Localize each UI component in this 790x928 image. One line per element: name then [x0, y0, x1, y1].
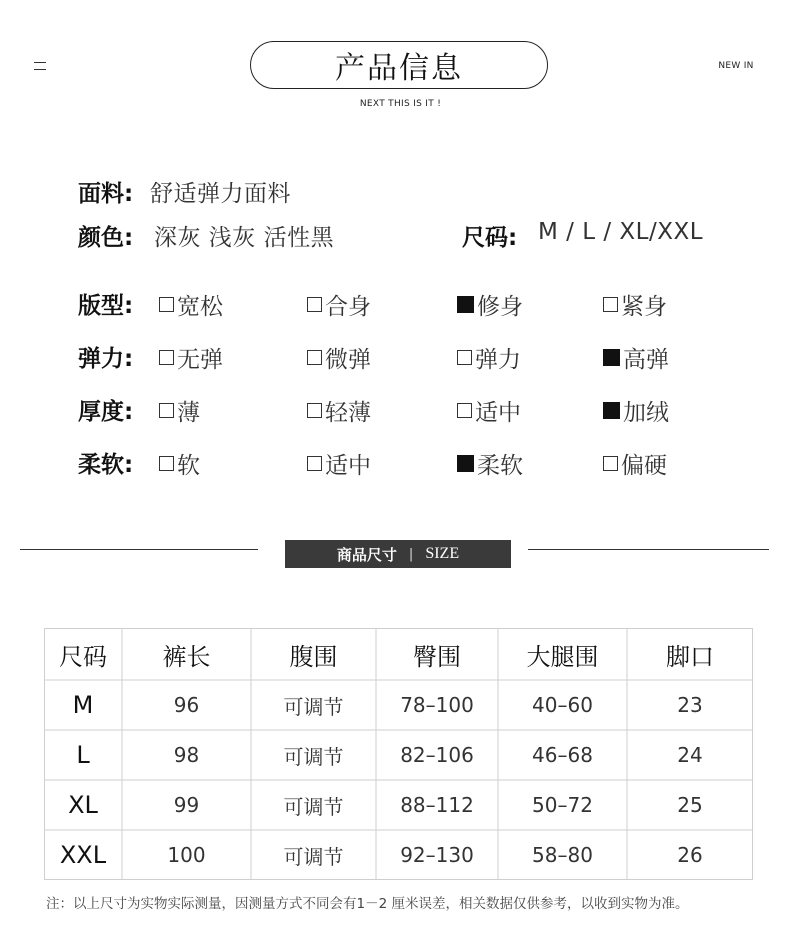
- unchecked-box-icon: [457, 403, 472, 418]
- attribute-option-label: 宽松: [177, 294, 223, 320]
- table-cell: 98: [173, 743, 200, 767]
- table-row-size: XXL: [59, 841, 107, 869]
- table-header-cell: 臀围: [413, 642, 461, 671]
- table-cell: 78–100: [400, 693, 474, 717]
- unchecked-box-icon: [307, 297, 322, 312]
- table-header-cell: 尺码: [59, 642, 107, 671]
- size-banner-cn: 商品尺寸: [336, 545, 397, 564]
- attribute-option: [603, 394, 669, 427]
- unchecked-box-icon: [307, 403, 322, 418]
- attribute-option-label: 软: [177, 453, 200, 479]
- attribute-option-label: 薄: [177, 400, 200, 426]
- footnote: 注：以上尺寸为实物实际测量，因测量方式不同会有1－2 厘米误差，相关数据仅供参考，以收到实物为准。: [46, 896, 689, 912]
- table-cell: 46–68: [532, 743, 593, 767]
- attribute-option: [159, 341, 223, 374]
- unchecked-box-icon: [159, 456, 174, 471]
- new-in-link[interactable]: NEW IN: [718, 61, 754, 71]
- table-cell: 92–130: [400, 843, 474, 867]
- unchecked-box-icon: [159, 297, 174, 312]
- table-row-size: M: [72, 691, 94, 719]
- table-header-cell: 裤长: [162, 642, 211, 671]
- attribute-option: [307, 288, 371, 321]
- attribute-option: [603, 288, 667, 321]
- attribute-option-label: 修身: [477, 294, 523, 320]
- table-cell: 99: [173, 793, 200, 817]
- table-cell: 96: [173, 693, 200, 717]
- fabric-value: 舒适弹力面料: [150, 181, 291, 207]
- unchecked-box-icon: [603, 456, 618, 471]
- attribute-option: [307, 394, 371, 427]
- table-header-cell: 脚口: [666, 642, 714, 671]
- table-row-size: L: [76, 741, 90, 769]
- table-cell: 可调节: [283, 744, 344, 769]
- size-banner-separator: |: [408, 546, 414, 562]
- attribute-option: [457, 447, 523, 480]
- color-value: 深灰 浅灰 活性黑: [154, 225, 335, 251]
- unchecked-box-icon: [457, 350, 472, 365]
- attribute-option: [457, 288, 523, 321]
- attribute-option-label: 高弹: [623, 347, 669, 373]
- attribute-option-label: 弹力: [475, 347, 521, 373]
- page-subtitle: NEXT THIS IS IT !: [359, 99, 442, 109]
- table-cell: 24: [677, 743, 703, 767]
- table-cell: 40–60: [532, 693, 593, 717]
- attribute-label: 厚度:: [78, 399, 134, 425]
- size-table: [44, 628, 753, 880]
- fabric-label: 面料:: [78, 181, 134, 207]
- attribute-option: [307, 447, 371, 480]
- divider-right: [528, 549, 769, 550]
- attribute-label: 柔软:: [78, 452, 134, 478]
- attribute-option: [159, 447, 200, 480]
- attribute-option: [603, 447, 667, 480]
- table-row-size: XL: [68, 791, 98, 819]
- table-cell: 100: [167, 843, 206, 867]
- unchecked-box-icon: [159, 403, 174, 418]
- checked-box-icon: [457, 455, 474, 472]
- checked-box-icon: [603, 402, 620, 419]
- table-cell: 可调节: [283, 694, 344, 719]
- table-cell: 可调节: [283, 794, 344, 819]
- color-label: 颜色:: [78, 225, 134, 251]
- table-cell: 25: [677, 793, 703, 817]
- page-title: 产品信息: [250, 41, 548, 89]
- checked-box-icon: [603, 349, 620, 366]
- size-value: M / L / XL/XXL: [538, 219, 704, 245]
- attribute-option-label: 偏硬: [621, 453, 667, 479]
- table-cell: 26: [677, 843, 703, 867]
- table-header-cell: 大腿围: [526, 642, 599, 671]
- table-cell: 50–72: [532, 793, 593, 817]
- attribute-option-label: 微弹: [325, 347, 371, 373]
- attribute-option-label: 合身: [325, 294, 371, 320]
- attribute-option-label: 加绒: [623, 400, 669, 426]
- attribute-option: [457, 341, 521, 374]
- attribute-option: [159, 288, 223, 321]
- table-cell: 82–106: [400, 743, 474, 767]
- checked-box-icon: [457, 296, 474, 313]
- attribute-label: 版型:: [78, 293, 134, 319]
- attribute-option-label: 适中: [475, 400, 521, 426]
- table-cell: 23: [677, 693, 703, 717]
- table-cell: 58–80: [532, 843, 593, 867]
- attribute-option-label: 轻薄: [325, 400, 371, 426]
- attribute-option: [603, 341, 669, 374]
- size-banner: [285, 540, 511, 568]
- attribute-option: [457, 394, 521, 427]
- attribute-option-label: 适中: [325, 453, 371, 479]
- unchecked-box-icon: [159, 350, 174, 365]
- table-cell: 88–112: [400, 793, 474, 817]
- attribute-option-label: 柔软: [477, 453, 523, 479]
- size-label: 尺码:: [462, 225, 518, 251]
- attribute-option: [159, 394, 200, 427]
- attribute-label: 弹力:: [78, 346, 134, 372]
- unchecked-box-icon: [307, 456, 322, 471]
- unchecked-box-icon: [603, 297, 618, 312]
- attribute-option: [307, 341, 371, 374]
- table-header-cell: 腹围: [289, 642, 338, 671]
- divider-left: [20, 549, 258, 550]
- size-banner-en: SIZE: [425, 545, 460, 562]
- attribute-option-label: 无弹: [177, 347, 223, 373]
- table-cell: 可调节: [283, 844, 344, 869]
- unchecked-box-icon: [307, 350, 322, 365]
- attribute-option-label: 紧身: [621, 294, 667, 320]
